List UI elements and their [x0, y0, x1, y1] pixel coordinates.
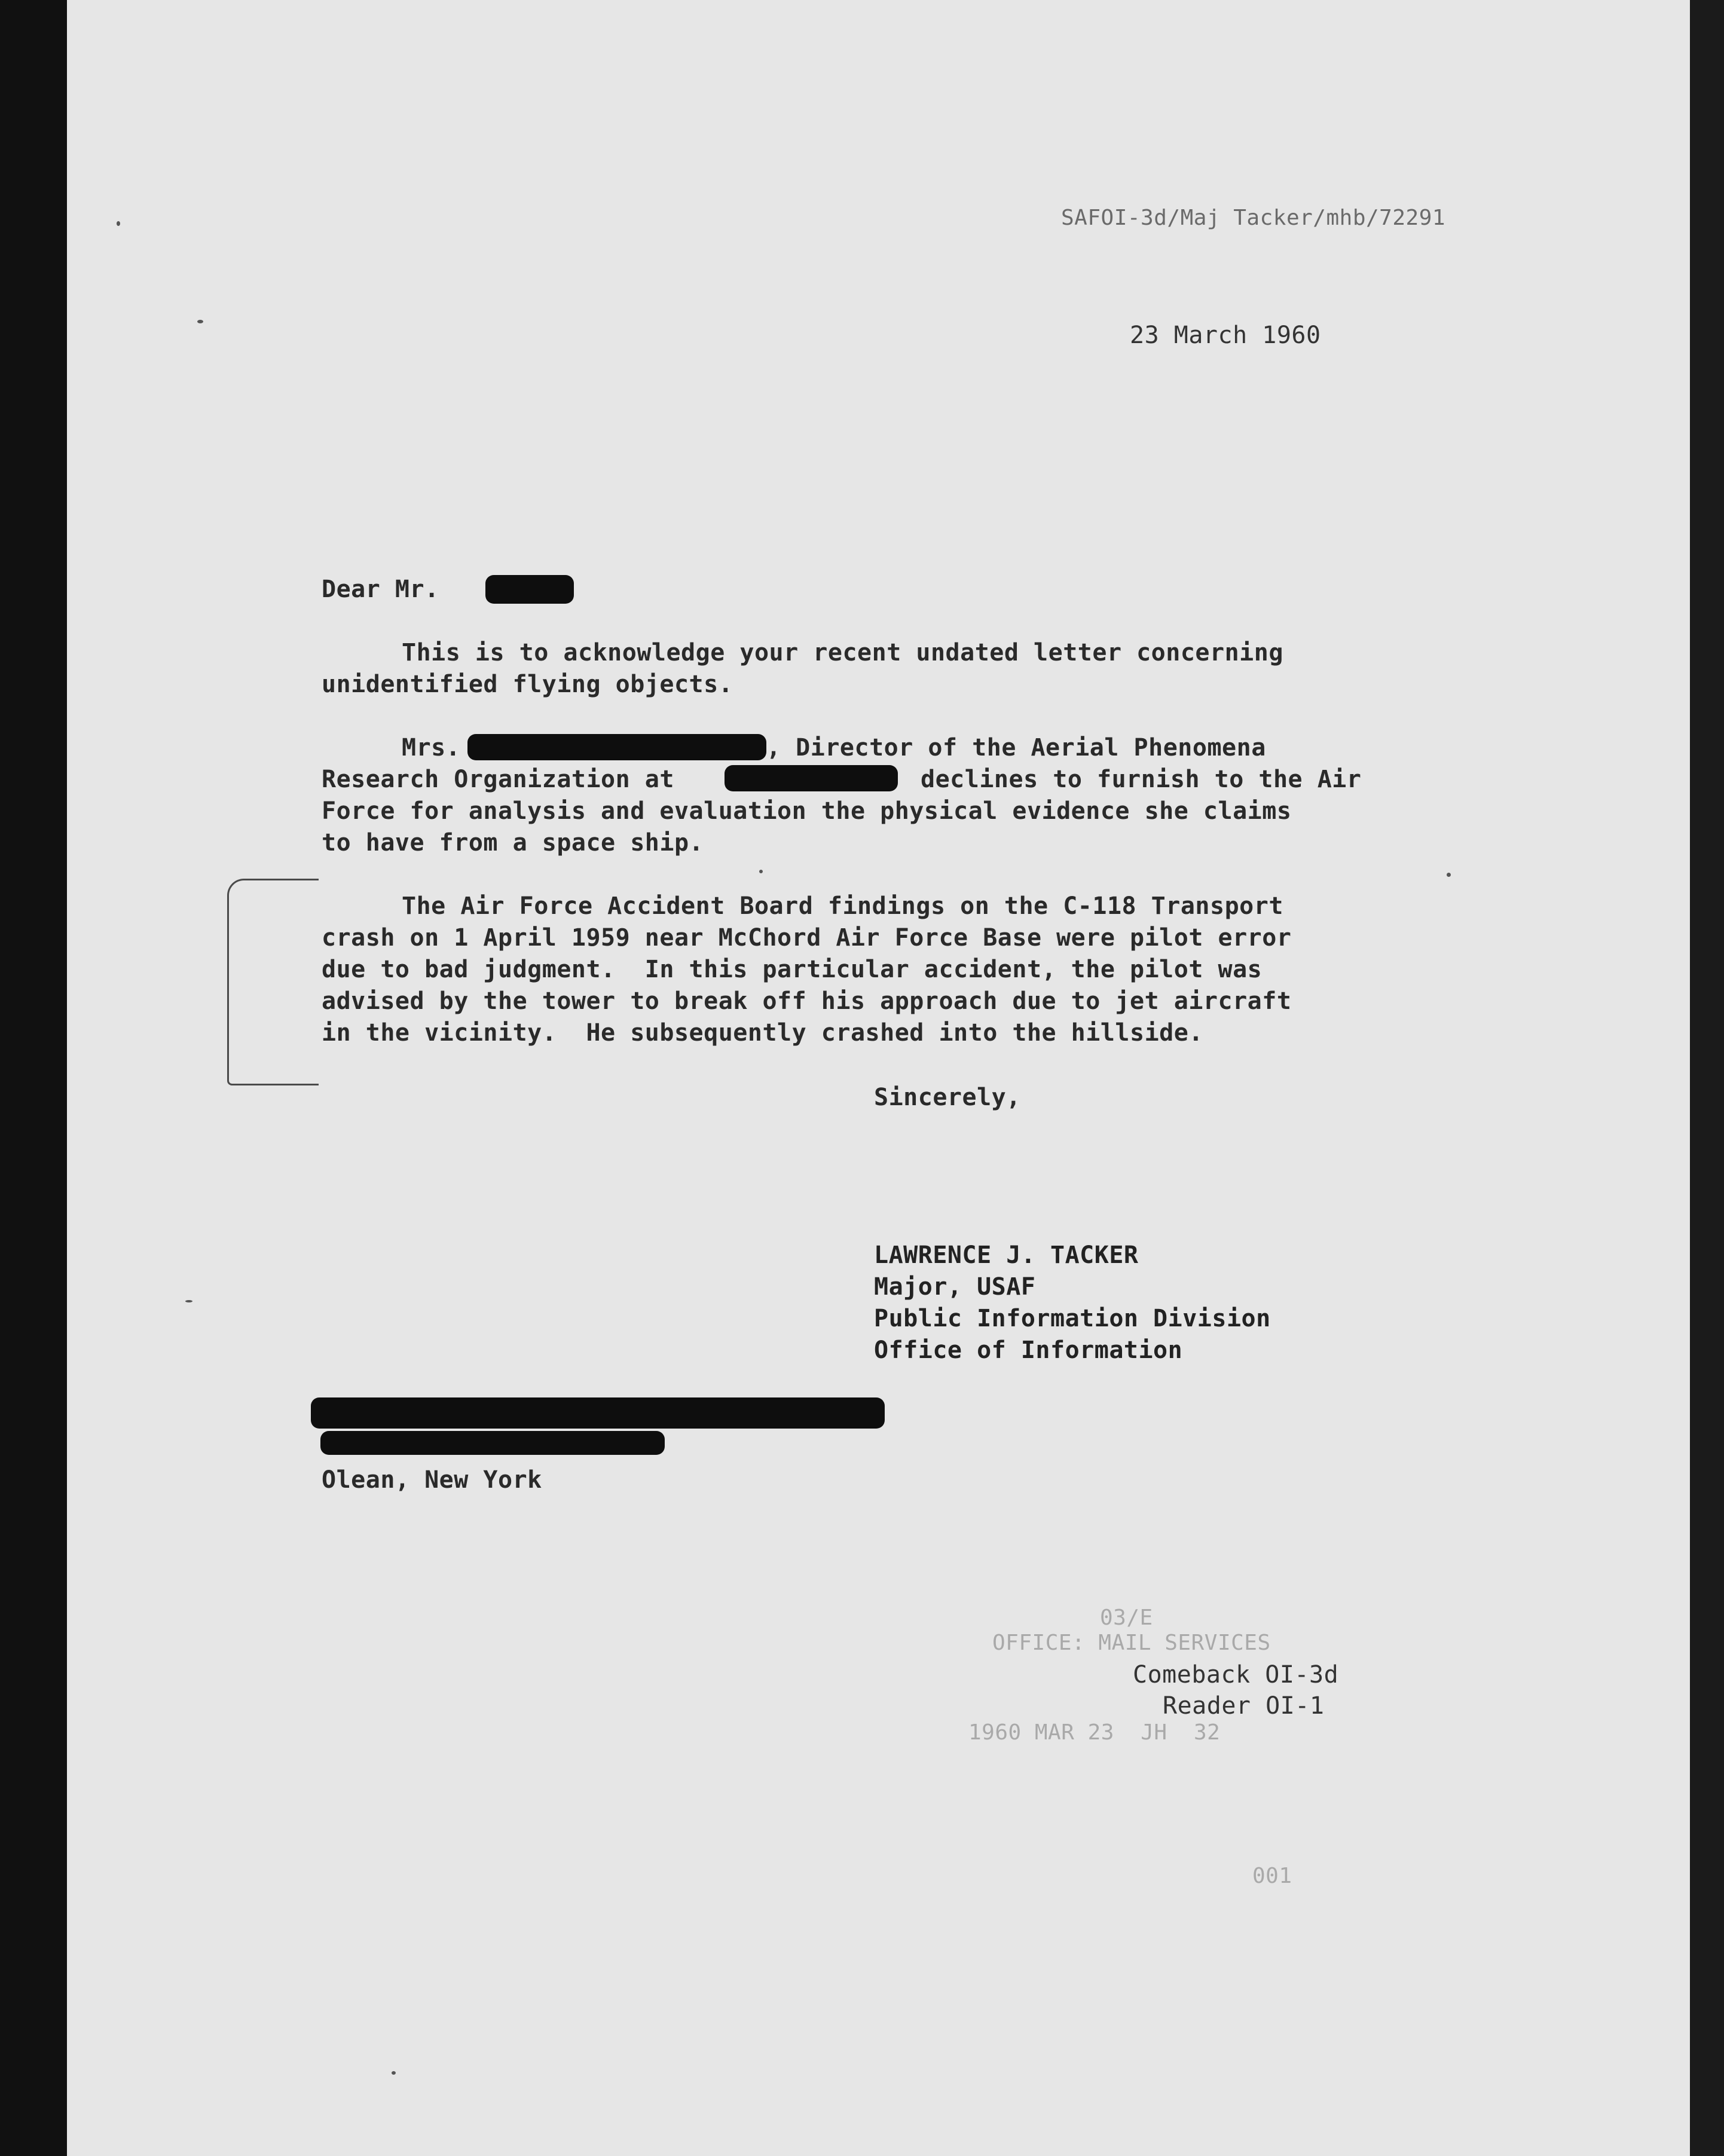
signature-rank: Major, USAF [874, 1273, 1036, 1301]
stamp-number: 03/E [1100, 1605, 1153, 1630]
redaction-address-line2 [320, 1431, 665, 1455]
scan-speck [1447, 873, 1451, 877]
scan-speck [197, 320, 203, 323]
signature-division: Public Information Division [874, 1305, 1271, 1332]
signature-office: Office of Information [874, 1337, 1183, 1364]
paragraph3-line5: in the vicinity. He subsequently crashed into the hillside. [322, 1019, 1203, 1047]
paragraph2-line1-suffix: , Director of the Aerial Phenomena [766, 734, 1266, 762]
paragraph3-line3: due to bad judgment. In this particular accident, the pilot was [322, 956, 1263, 983]
stamp-date: 1960 MAR 23 JH 32 [968, 1720, 1221, 1745]
redaction-director-name [467, 734, 766, 760]
page-mark: 001 [1252, 1864, 1292, 1888]
paragraph1-line2: unidentified flying objects. [322, 671, 733, 698]
redaction-address-line1 [311, 1397, 885, 1429]
routing-comeback: Comeback OI-3d [1133, 1661, 1339, 1689]
stamp-office: OFFICE: MAIL SERVICES [992, 1631, 1271, 1655]
letter-date: 23 March 1960 [1130, 322, 1321, 349]
redaction-location [725, 765, 898, 791]
paragraph2-line2-suffix: declines to furnish to the Air [921, 766, 1362, 793]
scan-speck [185, 1300, 192, 1302]
paragraph1-line1: This is to acknowledge your recent undated letter concerning [402, 639, 1283, 666]
scan-speck [117, 221, 120, 226]
redaction-recipient-name [485, 575, 574, 604]
margin-bracket-mark [227, 879, 319, 1085]
paragraph3-line4: advised by the tower to break off his approach due to jet aircraft [322, 987, 1292, 1015]
paragraph2-line4: to have from a space ship. [322, 829, 704, 857]
signature-name: LAWRENCE J. TACKER [874, 1241, 1139, 1269]
scan-speck [392, 2071, 396, 2075]
routing-reader: Reader OI-1 [1163, 1692, 1325, 1720]
scan-edge [1690, 0, 1724, 2156]
scan-speck [759, 870, 763, 873]
paragraph2-line2-prefix: Research Organization at [322, 766, 674, 793]
closing: Sincerely, [874, 1084, 1021, 1111]
paragraph2-line3: Force for analysis and evaluation the physical evidence she claims [322, 797, 1292, 825]
reference-code: SAFOI-3d/Maj Tacker/mhb/72291 [1061, 206, 1446, 230]
paragraph3-line1: The Air Force Accident Board findings on the C-118 Transport [402, 892, 1283, 920]
recipient-city: Olean, New York [322, 1466, 542, 1494]
paragraph3-line2: crash on 1 April 1959 near McChord Air Force Base were pilot error [322, 924, 1292, 952]
salutation: Dear Mr. [322, 576, 439, 603]
paragraph2-line1-prefix: Mrs. [402, 734, 461, 762]
